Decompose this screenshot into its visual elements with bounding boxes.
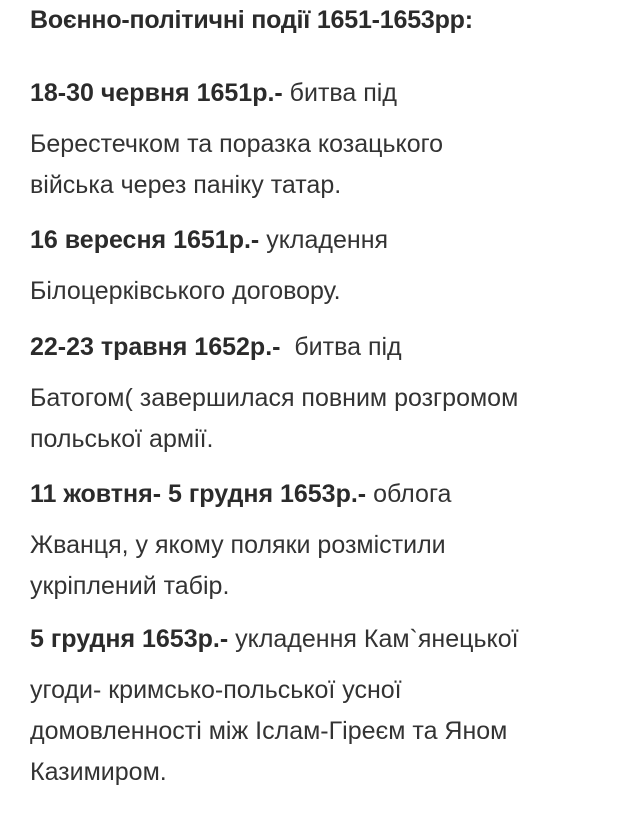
- event-date: 22-23 травня 1652р.-: [30, 333, 281, 361]
- event-heading-line: [30, 327, 630, 368]
- event-text: облога: [366, 480, 452, 508]
- event-entry-3: [30, 327, 630, 460]
- event-date: 16 вересня 1651р.-: [30, 226, 260, 254]
- event-entry-2: [30, 220, 630, 312]
- event-text-line: Батогом( завершилася повним розгромом: [30, 384, 519, 412]
- event-text-line: Берестечком та поразка козацького: [30, 130, 444, 158]
- event-date: 5 грудня 1653р.-: [30, 625, 229, 653]
- event-text-line: Білоцерківського договору.: [30, 277, 341, 305]
- event-date: 11 жовтня- 5 грудня 1653р.-: [30, 480, 367, 508]
- event-heading-line: [30, 73, 630, 114]
- event-entry-4: [30, 474, 630, 607]
- event-heading-line: [30, 474, 630, 515]
- event-text-line: польської армії.: [30, 425, 214, 453]
- event-text-line: укріплений табір.: [30, 572, 230, 600]
- event-entry-1: [30, 73, 630, 206]
- event-text: битва під: [280, 333, 402, 361]
- event-date: 18-30 червня 1651р.-: [30, 79, 283, 107]
- page-title: Воєнно-політичні події 1651-1653рр:: [30, 6, 473, 34]
- event-entry-5: [30, 619, 630, 793]
- event-text: укладення Кам`янецької: [228, 625, 519, 653]
- event-text-line: домовленності між Іслам-Гіреєм та Яном: [30, 717, 508, 745]
- event-text-line: війська через паніку татар.: [30, 171, 342, 199]
- event-text: битва під: [282, 79, 397, 107]
- event-heading-line: [30, 220, 630, 261]
- event-heading-line: [30, 619, 630, 660]
- event-text: укладення: [259, 226, 389, 254]
- event-text-line: угоди- кримсько-польської усної: [30, 676, 402, 704]
- event-text-line: Жванця, у якому поляки розмістили: [30, 531, 446, 559]
- event-text-line: Казимиром.: [30, 758, 167, 786]
